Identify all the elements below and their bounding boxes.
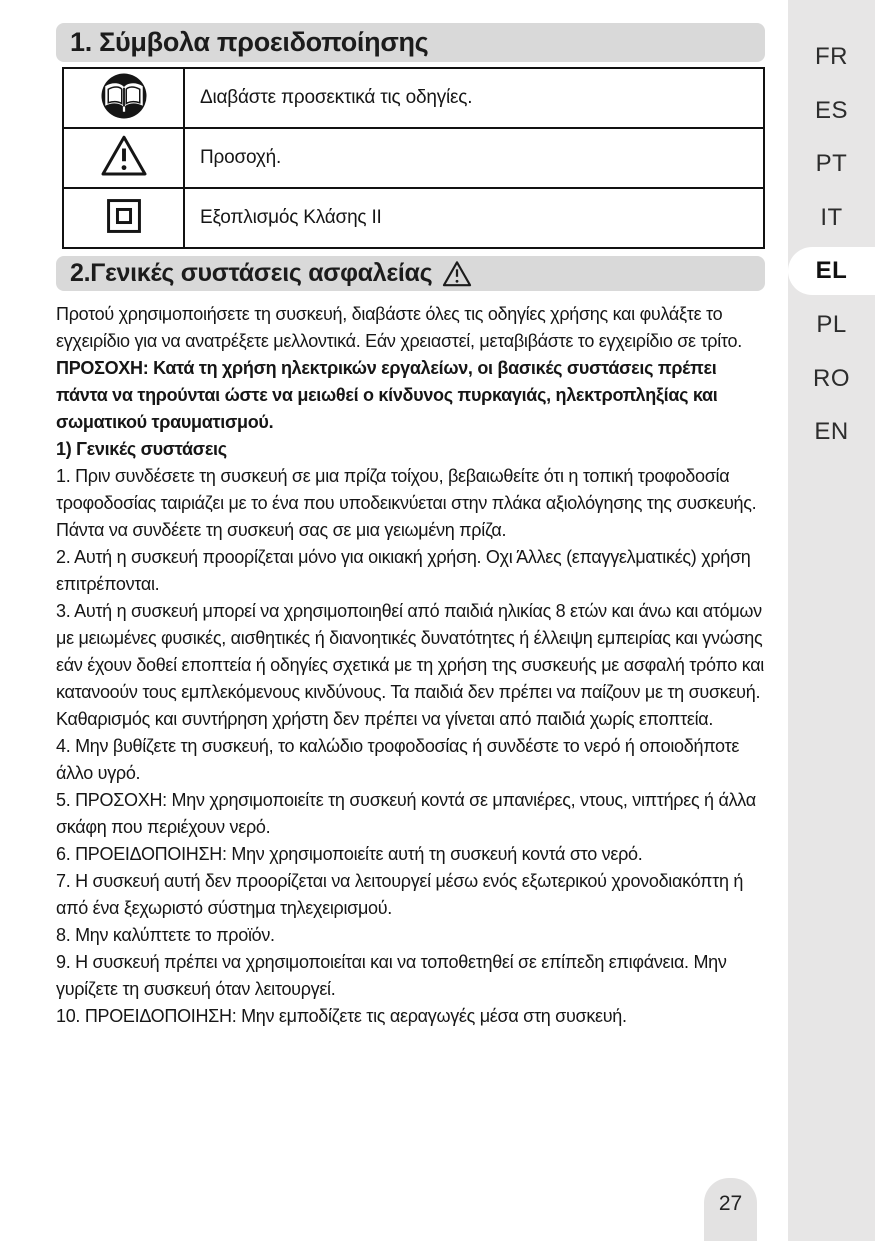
class-ii-equipment-icon <box>105 197 143 240</box>
paragraph: ΠΡΟΣΟΧΗ: Κατά τη χρήση ηλεκτρικών εργαλείων, οι βασικές συστάσεις πρέπει πάντα να τηρούνται ώστε να μειωθεί ο κίνδυνος πυρκαγιάς, ηλεκτροπληξίας και σωματικού τραυματισμού. <box>56 358 718 432</box>
body-text <box>56 301 766 1030</box>
symbol-description: Διαβάστε προσεκτικά τις οδηγίες. <box>200 87 473 108</box>
section2-title: 2.Γενικές συστάσεις ασφαλείας <box>70 259 433 287</box>
paragraph: Προτού χρησιμοποιήσετε τη συσκευή, διαβάστε όλες τις οδηγίες χρήσης και φυλάξτε το εγχειρίδιο για να ανατρέξετε μελλοντικά. Εάν χρειαστεί, μεταβιβάστε το εγχειρίδιο σε τρίτο. <box>56 304 742 351</box>
language-tab-el: EL <box>788 247 875 295</box>
paragraph: 2. Αυτή η συσκευή προορίζεται μόνο για οικιακή χρήση. Οχι Άλλες (επαγγελματικές) χρήση επιτρέπονται. <box>56 547 751 594</box>
language-tab-fr: FR <box>815 43 848 70</box>
language-tab-ro: RO <box>813 364 850 392</box>
paragraph: 1. Πριν συνδέσετε τη συσκευή σε μια πρίζα τοίχου, βεβαιωθείτε ότι η τοπική τροφοδοσία τροφοδοσίας ταιριάζει με το ένα που υποδεικνύεται στην πλάκα αξιολόγησης της συσκευής. Πάντα να συνδέετε τη συσκευή σας σε μια γειωμένη πρίζα. <box>56 466 757 540</box>
table-row <box>64 189 763 247</box>
symbols-table <box>62 67 765 249</box>
read-instructions-book-icon <box>100 72 148 125</box>
warning-triangle-icon <box>442 260 472 288</box>
icon-cell <box>64 129 185 187</box>
language-tab-pl: PL <box>816 311 847 338</box>
language-tab-pt: PT <box>815 150 848 178</box>
page-number: 27 <box>718 1192 743 1215</box>
section1-header <box>56 23 765 62</box>
paragraph: 7. Η συσκευή αυτή δεν προορίζεται να λειτουργεί μέσω ενός εξωτερικού χρονοδιακόπτη ή από ένα ξεχωριστό σύστημα τηλεχειρισμού. <box>56 871 744 918</box>
warning-triangle-icon <box>100 133 148 184</box>
paragraph: 6. ΠΡΟΕΙΔΟΠΟΙΗΣΗ: Μην χρησιμοποιείτε αυτή τη συσκευή κοντά στο νερό. <box>56 844 643 864</box>
section1-title: 1. Σύμβολα προειδοποίησης <box>70 27 429 57</box>
paragraph: 3. Αυτή η συσκευή μπορεί να χρησιμοποιηθεί από παιδιά ηλικίας 8 ετών και άνω και ατόμων με μειωμένες φυσικές, αισθητικές ή διανοητικές δυνατότητες ή έλλειψη εμπειρίας και γνώσης εάν έχουν δοθεί εποπτεία ή οδηγίες σχετικά με τη χρήση της συσκευής με ασφαλή τρόπο και κατανοούν τους εμπλεκόμενους κινδύνους. Τα παιδιά δεν πρέπει να παίζουν με τη συσκευή. Καθαρισμός και συντήρηση χρήστη δεν πρέπει να γίνεται από παιδιά χωρίς εποπτεία. <box>56 601 764 729</box>
paragraph: 5. ΠΡΟΣΟΧΗ: Μην χρησιμοποιείτε τη συσκευή κοντά σε μπανιέρες, ντους, νιπτήρες ή άλλα σκάφη που περιέχουν νερό. <box>56 790 756 837</box>
language-sidebar <box>788 0 875 1241</box>
language-tab-it: IT <box>820 203 843 231</box>
paragraph: 9. Η συσκευή πρέπει να χρησιμοποιείται και να τοποθετηθεί σε επίπεδη επιφάνεια. Μην γυρίζετε τη συσκευή όταν λειτουργεί. <box>56 952 727 999</box>
paragraph: 10. ΠΡΟΕΙΔΟΠΟΙΗΣΗ: Μην εμποδίζετε τις αεραγωγές μέσα στη συσκευή. <box>56 1006 627 1026</box>
language-tab-en: EN <box>814 418 849 446</box>
table-row <box>64 129 763 189</box>
table-row <box>64 69 763 129</box>
paragraph: 4. Μην βυθίζετε τη συσκευή, το καλώδιο τροφοδοσίας ή συνδέστε το νερό ή οποιοδήποτε άλλο υγρό. <box>56 736 740 783</box>
symbol-description: Προσοχή. <box>200 147 282 168</box>
section2-header <box>56 256 765 291</box>
icon-cell <box>64 189 185 247</box>
paragraph: 8. Μην καλύπτετε το προϊόν. <box>56 925 275 945</box>
language-tab-es: ES <box>814 96 848 124</box>
symbol-description: Εξοπλισμός Κλάσης II <box>200 207 382 228</box>
page-number-tab <box>704 1178 757 1241</box>
icon-cell <box>64 69 185 127</box>
paragraph: 1) Γενικές συστάσεις <box>56 439 227 459</box>
